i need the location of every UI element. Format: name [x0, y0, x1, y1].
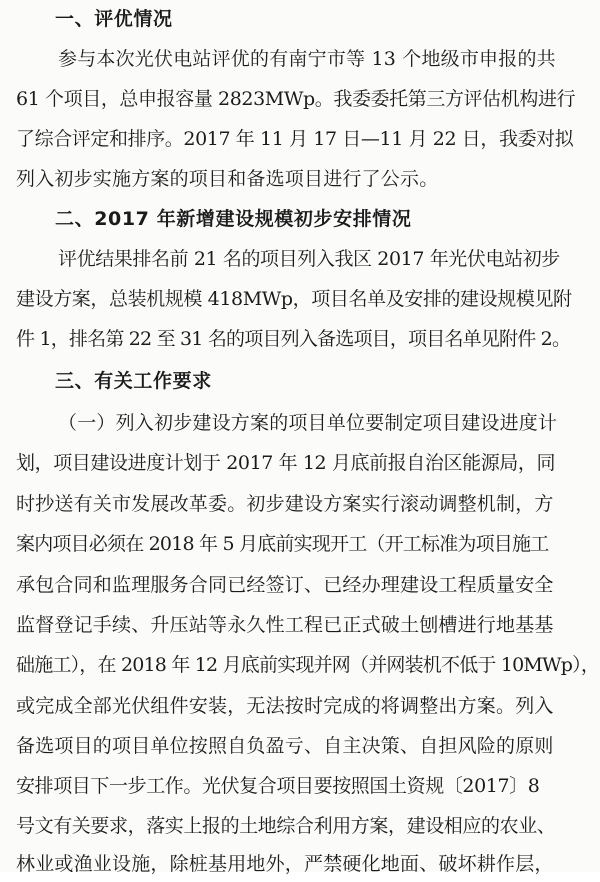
- paragraph-line: 号文有关要求，落实上报的土地综合利用方案，建设相应的农业、: [16, 815, 556, 837]
- paragraph-line: 参与本次光伏电站评优的有南宁市等 13 个地级市申报的共: [58, 48, 556, 70]
- paragraph-line: 评优结果排名前 21 名的项目列入我区 2017 年光伏电站初步: [58, 248, 560, 270]
- paragraph-line: 建设方案，总装机规模 418MWp，项目名单及安排的建设规模见附: [16, 288, 572, 310]
- paragraph-line: 时抄送有关市发展改革委。初步建设方案实行滚动调整机制，方: [16, 493, 554, 515]
- paragraph-line: 了综合评定和排序。2017 年 11 月 17 日—11 月 22 日，我委对拟: [16, 128, 574, 150]
- paragraph-line: 林业或渔业设施，除桩基用地外，严禁硬化地面、破坏耕作层，: [16, 853, 554, 875]
- paragraph-line: 划，项目建设进度计划于 2017 年 12 月底前报自治区能源局，同: [16, 452, 556, 474]
- paragraph-line: 备选项目的项目单位按照自负盈亏、自主决策、自担风险的原则: [16, 735, 554, 757]
- section-heading-3: 三、有关工作要求: [55, 370, 212, 392]
- paragraph-line: 安排项目下一步工作。光伏复合项目要按照国土资规〔2017〕8: [16, 775, 540, 797]
- section-heading-2: 二、2017 年新增建设规模初步安排情况: [55, 208, 412, 230]
- paragraph-line: 列入初步实施方案的项目和备选项目进行了公示。: [16, 168, 439, 190]
- section-heading-1: 一、评优情况: [55, 8, 173, 30]
- paragraph-line: （一）列入初步建设方案的项目单位要制定项目建设进度计: [58, 412, 558, 434]
- paragraph-line: 或完成全部光伏组件安装，无法按时完成的将调整出方案。列入: [16, 695, 554, 717]
- paragraph-line: 案内项目必须在 2018 年 5 月底前实现开工（开工标准为项目施工: [16, 533, 549, 555]
- paragraph-line: 监督登记手续、升压站等永久性工程已正式破土刨槽进行地基基: [16, 614, 554, 636]
- paragraph-line: 61 个项目，总申报容量 2823MWp。我委委托第三方评估机构进行: [16, 88, 576, 110]
- paragraph-line: 件 1，排名第 22 至 31 名的项目列入备选项目，项目名单见附件 2。: [16, 328, 571, 350]
- paragraph-line: 承包合同和监理服务合同已经签订、已经办理建设工程质量安全: [16, 574, 554, 596]
- paragraph-line: 础施工），在 2018 年 12 月底前实现并网（并网装机不低于 10MWp），: [16, 654, 600, 676]
